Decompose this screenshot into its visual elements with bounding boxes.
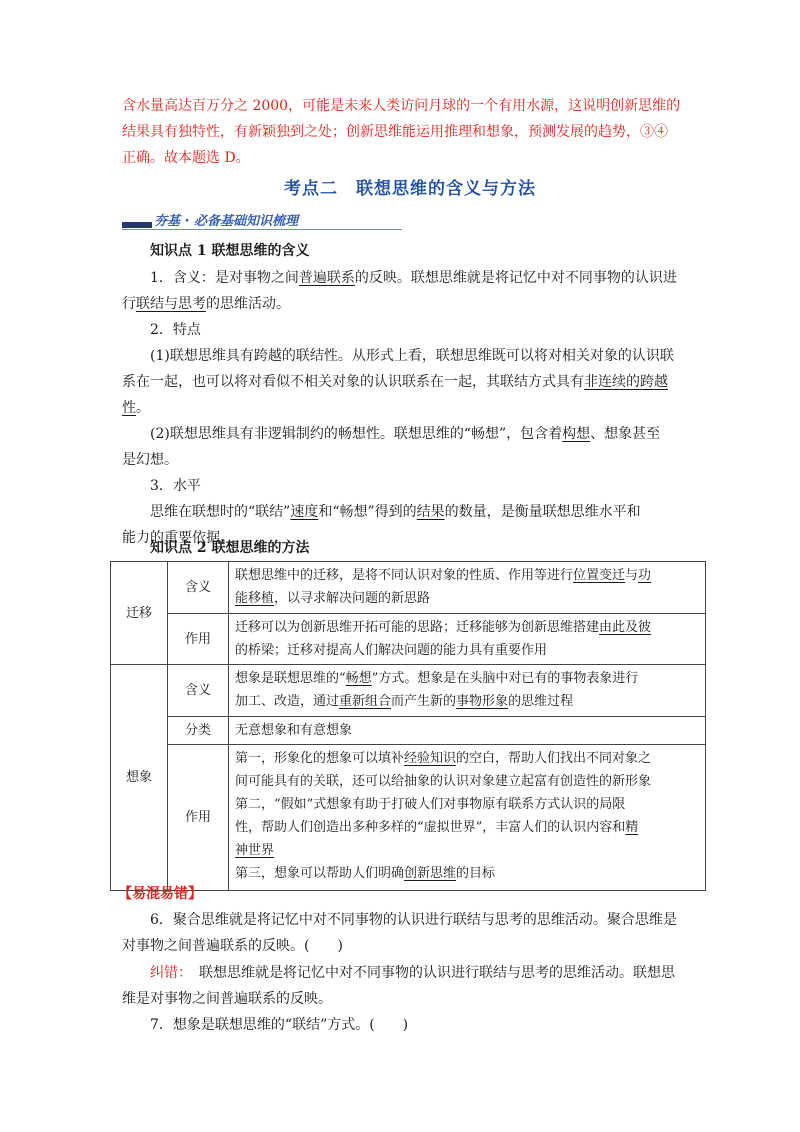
q7-line: 7．想象是联想思维的“联结”方式。( )	[150, 1017, 409, 1033]
kp1-item3-underline-1: 速度	[290, 504, 319, 520]
cell-qianyi-zuoyong-label: 作用	[168, 614, 229, 665]
xiangxiang-zuoyong-l6-suffix: 的目标	[456, 866, 496, 881]
xiangxiang-zuoyong-line4	[235, 816, 699, 839]
cell-xiangxiang-zuoyong-label: 作用	[168, 745, 229, 891]
table-row	[111, 717, 706, 745]
cell-xiangxiang-zuoyong	[229, 745, 706, 891]
xiangxiang-hanyi-underline-1: 畅想	[345, 671, 372, 686]
section-title: 考点二 联想思维的含义与方法	[284, 179, 536, 199]
cell-qianyi-hanyi	[229, 562, 706, 614]
banner-label: 夯基 · 必备基础知识梳理	[154, 214, 298, 229]
kp1-item1-line2	[122, 293, 290, 315]
kp1-item1-l2-suffix: 的思维活动。	[206, 296, 290, 312]
cell-xiangxiang-fenlei: 无意想象和有意想象	[229, 717, 706, 745]
kp1-item2-p1-line2	[122, 371, 668, 393]
cell-xiangxiang-hanyi	[229, 665, 706, 717]
intro-line-3: 正确。故本题选 D。	[122, 150, 250, 166]
kp1-item2-p2-l1-prefix: (2)联想思维具有非逻辑制约的畅想性。联想思维的“畅想”，包含着	[150, 426, 563, 442]
jiucuo-line1	[150, 962, 675, 984]
xiangxiang-zuoyong-line5	[235, 839, 699, 862]
xiangxiang-zuoyong-underline-2a: 精	[625, 820, 639, 835]
kp1-heading: 知识点 1 联想思维的含义	[150, 243, 310, 259]
cell-xiangxiang: 想象	[111, 665, 168, 891]
qianyi-zuoyong-underline: 由此及彼	[599, 620, 652, 635]
kp1-item2-p2-l1-suffix: 、想象甚至	[590, 426, 661, 442]
kp1-item3-line2: 能力的重要依据。	[122, 530, 234, 546]
intro-line-2: 结果具有独特性，有新颖独到之处；创新思维能运用推理和想象，预测发展的趋势，③④	[122, 124, 668, 140]
xiangxiang-zuoyong-line3: 第二，“假如”式想象有助于打破人们对事物原有联系方式认识的局限	[235, 797, 626, 812]
xiangxiang-zuoyong-l4-prefix: 性，帮助人们创造出多种多样的“虚拟世界”，丰富人们的认识内容和	[235, 820, 626, 835]
xiangxiang-hanyi-prefix: 想象是联想思维的“	[235, 671, 346, 686]
table-row	[111, 614, 706, 665]
qianyi-hanyi-underline-1: 位置变迁	[573, 568, 626, 583]
kp1-item3-l1-mid: 和“畅想”得到的	[318, 504, 417, 520]
qianyi-zuoyong-line1	[235, 616, 699, 639]
kp1-item3-line1	[150, 501, 641, 523]
xiangxiang-hanyi-line2	[235, 690, 699, 713]
table-row	[111, 562, 706, 614]
kp1-item1-underline-1: 普遍联系	[298, 270, 355, 286]
cell-qianyi-hanyi-label: 含义	[168, 562, 229, 614]
cell-qianyi: 迁移	[111, 562, 168, 665]
kp1-item2-p2-line2: 是幻想。	[122, 452, 178, 468]
xiangxiang-hanyi-underline-2: 重新组合	[339, 694, 392, 709]
cell-qianyi-zuoyong	[229, 614, 706, 665]
q6-line2: 对事物之间普遍联系的反映。( )	[122, 938, 343, 954]
xiangxiang-zuoyong-underline-1: 经验知识	[404, 751, 457, 766]
banner-rule	[122, 229, 402, 230]
kp1-item1-prefix: 1．含义：是对事物之间	[150, 270, 299, 286]
xiangxiang-hanyi-l2-mid: 而产生新的	[391, 694, 457, 709]
kp1-item2-p1-underline: 非连续的跨越	[584, 374, 668, 390]
kp1-item3-l1-prefix: 思维在联想时的“联结”	[150, 504, 291, 520]
confuse-tag: 【易混易错】	[118, 886, 202, 902]
banner-bar	[122, 222, 152, 228]
kp1-item2-p1-line3	[122, 397, 150, 419]
kp1-item1-line1	[150, 267, 677, 289]
kp1-item2-p1-line1: (1)联想思维具有跨越的联结性。从形式上看，联想思维既可以将对相关对象的认识联	[150, 348, 674, 364]
jiucuo-label: 纠错：	[150, 965, 185, 981]
xiangxiang-hanyi-l2-prefix: 加工、改造，通过	[235, 694, 340, 709]
table-row	[111, 665, 706, 717]
kp2-heading: 知识点 2 联想思维的方法	[150, 540, 310, 556]
table-row	[111, 745, 706, 891]
kp1-item3-l1-suffix: 的数量，是衡量联想思维水平和	[444, 504, 641, 520]
section-banner	[122, 208, 402, 232]
xiangxiang-zuoyong-l6-prefix: 第三，想象可以帮助人们明确	[235, 866, 405, 881]
xiangxiang-hanyi-line1	[235, 667, 699, 690]
jiucuo-text-1: 联想思维就是将记忆中对不同事物的认识进行联结与思考的思维活动。联想思	[185, 965, 675, 981]
jiucuo-line2: 维是对事物之间普遍联系的反映。	[122, 991, 332, 1007]
qianyi-zuoyong-line2: 的桥梁；迁移对提高人们解决问题的能力具有重要作用	[235, 643, 548, 658]
xiangxiang-hanyi-l1-suffix: ”方式。想象是在头脑中对已有的事物表象进行	[371, 671, 639, 686]
kp1-item1-underline-2: 联结与思考	[136, 296, 206, 312]
qianyi-hanyi-underline-2b: 能移植	[235, 591, 275, 606]
xiangxiang-hanyi-l2-suffix: 的思维过程	[508, 694, 574, 709]
kp1-item2-p2-underline: 构想	[562, 426, 591, 442]
xiangxiang-zuoyong-underline-3: 创新思维	[404, 866, 457, 881]
kp1-item3-heading: 3．水平	[150, 478, 201, 494]
xiangxiang-zuoyong-line2: 间可能具有的关联，还可以给抽象的认识对象建立起富有创造性的新形象	[235, 774, 652, 789]
q6-line1: 6．聚合思维就是将记忆中对不同事物的认识进行联结与思考的思维活动。聚合思维是	[150, 912, 677, 928]
kp1-item3-underline-2: 结果	[416, 504, 445, 520]
qianyi-hanyi-prefix: 联想思维中的迁移，是将不同认识对象的性质、作用等进行	[235, 568, 574, 583]
kp1-item1-mid: 的反映。联想思维就是将记忆中对不同事物的认识进	[354, 270, 677, 286]
xiangxiang-zuoyong-l1-suffix: 的空白，帮助人们找出不同对象之	[456, 751, 652, 766]
qianyi-hanyi-mid: 与	[625, 568, 639, 583]
kp1-item2-p1-l3-underline: 性	[122, 400, 136, 416]
xiangxiang-zuoyong-line6	[235, 862, 699, 885]
cell-xiangxiang-hanyi-label: 含义	[168, 665, 229, 717]
intro-line-1: 含水量高达百万分之 2000，可能是未来人类访问月球的一个有用水源，这说明创新思维的	[122, 98, 681, 114]
qianyi-hanyi-suffix: ，以寻求解决问题的新思路	[274, 591, 431, 606]
qianyi-hanyi-line1	[235, 564, 699, 587]
cell-xiangxiang-fenlei-label: 分类	[168, 717, 229, 745]
methods-table	[110, 561, 706, 891]
kp1-item2-p1-l2-prefix: 系在一起，也可以将对看似不相关对象的认识联系在一起，其联结方式具有	[122, 374, 584, 390]
xiangxiang-zuoyong-underline-2b: 神世界	[235, 843, 275, 858]
kp1-item1-l2-prefix: 行	[122, 296, 136, 312]
qianyi-hanyi-underline-2a: 功	[638, 568, 652, 583]
kp1-item2-p1-l3-suffix: 。	[136, 400, 150, 416]
kp1-item2-p2-line1	[150, 423, 660, 445]
qianyi-zuoyong-prefix: 迁移可以为创新思维开拓可能的思路；迁移能够为创新思维搭建	[235, 620, 600, 635]
xiangxiang-hanyi-underline-3: 事物形象	[456, 694, 509, 709]
kp1-item2-heading: 2．特点	[150, 322, 201, 338]
xiangxiang-zuoyong-line1	[235, 747, 699, 770]
xiangxiang-zuoyong-l1-prefix: 第一，形象化的想象可以填补	[235, 751, 405, 766]
qianyi-hanyi-line2	[235, 587, 699, 610]
